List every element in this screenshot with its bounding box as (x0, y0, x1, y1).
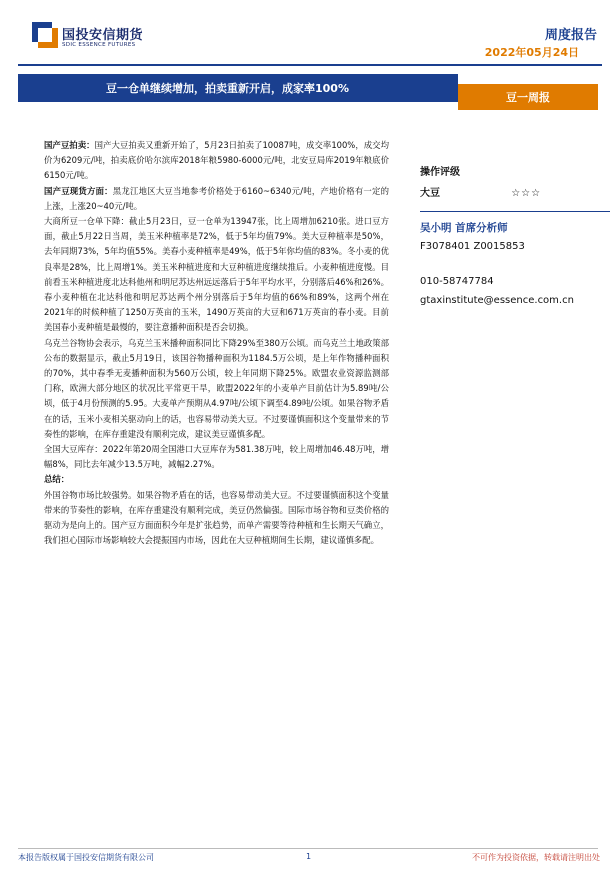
contact-email[interactable]: gtaxinstitute@essence.com.cn (420, 295, 574, 306)
brand-name: 国投安信期货 (62, 28, 144, 43)
brand-logo-icon (32, 22, 58, 48)
rating-stars-icon: ☆☆☆ (511, 188, 542, 199)
paragraph-spot (44, 184, 389, 214)
header-divider (18, 64, 602, 66)
contact-phone: 010-58747784 (420, 276, 494, 287)
footer-disclaimer: 不可作为投资依据，转载请注明出处 (472, 853, 600, 862)
rating-row (420, 184, 615, 199)
footer-divider (18, 848, 598, 849)
report-type: 周度报告 (544, 28, 597, 43)
report-body (44, 138, 389, 548)
report-title: 豆一仓单继续增加，拍卖重新开启，成家率100% (106, 82, 349, 95)
page-number: 1 (306, 852, 312, 861)
side-panel (420, 163, 615, 306)
paragraph-inventory: 全国大豆库存：2022年第20周全国港口大豆库存为581.38万吨，较上周增加46.48万吨，增幅8%，同比去年减少13.5万吨，减幅2.27%。 (44, 444, 389, 470)
rating-item: 大豆 (420, 188, 440, 199)
paragraph-text: 国产大豆拍卖又重新开始了，5月23日拍卖了10087吨，成交率100%，成交均价为6209元/吨，拍卖底价哈尔滨库2018年粮5980-6000元/吨，北安豆局库2019年粮底价6150元/吨。 (44, 140, 389, 181)
banner-tag-label: 豆一周报 (506, 91, 550, 104)
footer-copyright: 本报告版权属于国投安信期货有限公司 (18, 853, 154, 862)
banner-tag (458, 84, 598, 110)
analyst-name: 吴小明 首席分析师 (420, 222, 508, 234)
rating-heading: 操作评级 (420, 167, 460, 178)
paragraph-lead: 国产豆拍卖： (44, 140, 95, 150)
brand-name-en: SDIC ESSENCE FUTURES (62, 42, 136, 48)
paragraph-ukraine-eu: 乌克兰谷物协会表示，乌克兰玉米播种面积同比下降29%至380万公顷。而乌克兰土地政策部公布的数据显示，截止5月19日，该国谷物播种面积为1184.5万公顷，是上年作物播种面积的70%，其中春季无麦播种面积为560万公顷，较上年同期下降25%。欧盟农业资源监测部门称，欧洲大部分地区的状况比平常更干旱，欧盟2022年的小麦单产目前估计为5.89吨/公顷，低于4月份预测的5.95。大麦单产预期从4.97吨/公顷下调至4.89吨/公顷。如果谷物矛盾在的话，玉米小麦相关驱动向上的话，也容易带动美大豆。不过要谨慎面积这个变量带来的节奏性的影响，在库存重建没有顺利完成，建议美豆谨慎多配。 (44, 337, 389, 439)
paragraph-auction (44, 138, 389, 184)
paragraph-summary: 外国谷物市场比较强势。如果谷物矛盾在的话，也容易带动美大豆。不过要谨慎面积这个变量带来的节奏性的影响，在库存重建没有顺利完成，美豆仍然偏强。国际市场谷物和豆类价格的驱动为是向上的。国产豆方面面积今年是扩张趋势，而单产需要等待种植和生长期天气确立，我们担心国际市场影响较大会提振国内市场，因此在大豆种植期间生长期，建议谨慎多配。 (44, 489, 389, 546)
paragraph-warehouse: 大商所豆一仓单下降：截止5月23日，豆一仓单为13947张，比上周增加6210张。进口豆方面，截止5月22日当周，美玉米种植率是72%，低于5年均值79%。美大豆种植率是50%，去年同期73%，5年均值55%。美春小麦种植率是49%，低于5年你均值的83%。冬小麦的优良率是28%，比上周增1%。美玉米种植进度和大豆种植进度继续推后。小麦种植进度慢。目前看玉米种植进度北达科他州和明尼苏达州远远落后于5年平均水平，分别落后46%和26%。春小麦种植在北达科他和明尼苏达两个州分别落后于5年均值的66%和89%，这两个州在2021年的时候种植了1250万英亩的玉米，1490万英亩的大豆和671万英亩的春小麦。目前美国春小麦种植是最慢的，要注意播种面积是否会切换。 (44, 216, 389, 333)
paragraph-lead: 国产豆现货方面： (44, 185, 113, 196)
side-divider (420, 211, 610, 212)
paragraph-text: 黑龙江地区大豆当地参考价格处于6160~6340元/吨，产地价格有一定的上涨，上涨20~40元/吨。 (44, 185, 389, 211)
title-banner (18, 74, 598, 112)
banner-main-bar (18, 74, 458, 102)
analyst-certificate: F3078401 Z0015853 (420, 241, 525, 252)
report-date: 2022年05月24日 (484, 46, 579, 59)
summary-heading: 总结： (44, 474, 70, 485)
